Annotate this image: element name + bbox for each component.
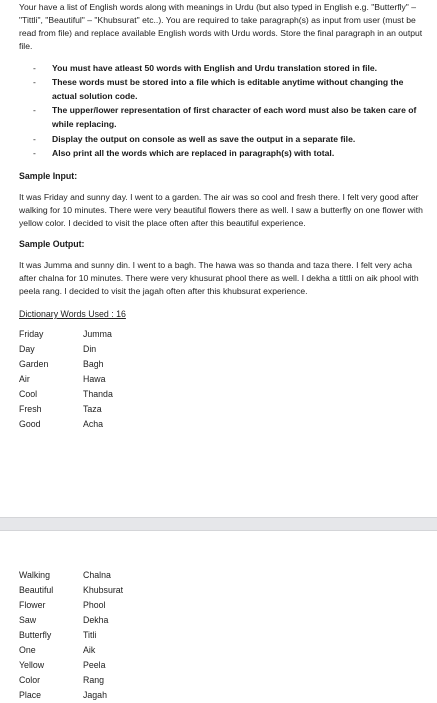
sample-output-heading: Sample Output: (19, 239, 85, 250)
urdu-word: Din (83, 343, 97, 354)
urdu-word: Phool (83, 600, 106, 610)
bullet-dash: - (33, 133, 36, 144)
dictionary-row (19, 402, 113, 417)
urdu-word: Taza (83, 403, 102, 414)
english-word: Garden (19, 358, 49, 369)
dictionary-table-bottom (19, 568, 123, 703)
urdu-word: Bagh (83, 358, 104, 369)
dictionary-row (19, 643, 123, 658)
urdu-word: Hawa (83, 373, 106, 384)
english-word: Saw (19, 615, 37, 625)
assignment-text (19, 0, 424, 432)
requirement-item: - Display the output on console as well as save the output in a separate file. (19, 133, 424, 147)
requirement-item: - Also print all the words which are replaced in paragraph(s) with total. (19, 147, 424, 161)
english-word: Yellow (19, 660, 45, 670)
english-word: Good (19, 418, 41, 429)
urdu-word: Jagah (83, 690, 107, 700)
dictionary-row (19, 387, 113, 402)
dictionary-row (19, 673, 123, 688)
dictionary-title: Dictionary Words Used : 16 (19, 309, 126, 320)
dictionary-row (19, 372, 113, 387)
english-word: Beautiful (19, 585, 54, 595)
requirement-item: - These words must be stored into a file which is editable anytime without changing the actual solution code. (33, 77, 404, 101)
dictionary-row (19, 568, 123, 583)
english-word: Friday (19, 328, 44, 339)
urdu-word: Titli (83, 630, 97, 640)
english-word: Butterfly (19, 630, 52, 640)
english-word: Cool (19, 388, 38, 399)
urdu-word: Peela (83, 660, 106, 670)
intro-paragraph: Your have a list of English words along with meanings in Urdu (but also typed in English e.g. "Butterfly" – "Tittli", "Beautiful" – "Khubsurat" etc..). You are required to take paragraph(s) as input from user (must be read from file) and replace available English words with Urdu words. Store the final paragraph in an output file. (19, 2, 423, 51)
dictionary-continued (19, 568, 123, 703)
urdu-word: Thanda (83, 388, 113, 399)
sample-input-paragraph: It was Friday and sunny day. I went to a garden. The air was so cool and fresh there. I felt very good after walking for 10 minutes. There were very beautiful flowers there as well. I saw a butterfly on one flower with yellow color. I decided to visit the place often after this beautiful experience. (19, 191, 423, 228)
sample-input-heading: Sample Input: (19, 170, 78, 181)
english-word: One (19, 645, 36, 655)
urdu-word: Rang (83, 675, 105, 685)
english-word: Fresh (19, 403, 42, 414)
dictionary-row (19, 327, 113, 342)
dictionary-row (19, 688, 123, 703)
dictionary-row (19, 417, 113, 432)
english-word: Color (19, 675, 41, 685)
english-word: Flower (19, 600, 46, 610)
urdu-word: Acha (83, 418, 104, 429)
dictionary-row (19, 598, 123, 613)
requirements-list (19, 62, 424, 161)
sample-output-paragraph: It was Jumma and sunny din. I went to a bagh. The hawa was so thanda and taza there. I felt very acha after chalna for 10 minutes. There were very khusurat phool there as well. I dekha a tittli on aik phool with peela rang. I decided to visit the jagah often after this khubsurat experience. (19, 260, 419, 297)
dictionary-table-top (19, 327, 113, 432)
dictionary-row (19, 357, 113, 372)
dictionary-row (19, 583, 123, 598)
urdu-word: Chalna (83, 570, 111, 580)
requirement-item: - You must have atleast 50 words with English and Urdu translation stored in file. (19, 62, 424, 76)
english-word: Day (19, 343, 35, 354)
urdu-word: Khubsurat (83, 585, 124, 595)
english-word: Place (19, 690, 42, 700)
dictionary-row (19, 628, 123, 643)
english-word: Walking (19, 570, 50, 580)
urdu-word: Aik (83, 645, 96, 655)
dictionary-row (19, 342, 113, 357)
dictionary-row (19, 658, 123, 673)
requirement-item: - The upper/lower representation of first character of each word must also be taken care of while replacing. (33, 105, 417, 129)
bullet-dash: - (33, 62, 36, 73)
dictionary-row (19, 613, 123, 628)
bullet-dash: - (33, 148, 36, 159)
urdu-word: Jumma (83, 328, 112, 339)
urdu-word: Dekha (83, 615, 109, 625)
bullet-dash: - (33, 77, 36, 88)
page-break-divider (0, 517, 437, 531)
english-word: Air (19, 373, 30, 384)
bullet-dash: - (33, 105, 36, 116)
